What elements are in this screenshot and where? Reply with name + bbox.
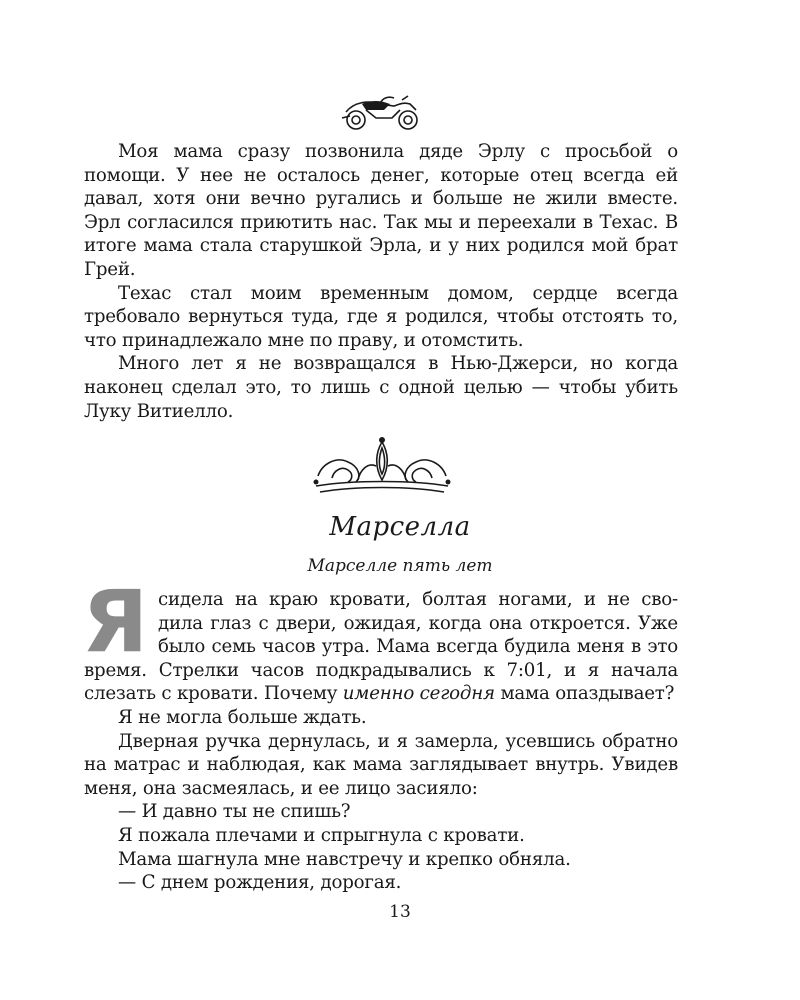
- text-run: время. Стрелки часов подкрадывались к 7:01, и я начала слезать с кровати. Почему: [84, 659, 678, 705]
- tiara-icon: [312, 436, 452, 498]
- section-narrator: [84, 140, 678, 423]
- chapter-title: Марселла: [329, 512, 471, 542]
- chapter-subtitle: Марселле пять лет: [307, 556, 493, 576]
- text-line: дила глаз с двери, ожидая, когда она откроется. Уже: [158, 612, 678, 634]
- emphasis: именно сегодня: [342, 683, 495, 705]
- section-marcella: [82, 572, 678, 895]
- text-run: мама опаздывает?: [494, 683, 675, 705]
- paragraph: Дверная ручка дернулась, и я замерла, усевшись обратно на матрас и наблюдая, как мама заглядывает внутрь. Увидев меня, она засмеялась, и ее лицо засияло:: [84, 730, 678, 799]
- paragraph: Я не могла больше ждать.: [118, 706, 367, 728]
- paragraph: Много лет я не возвращался в Нью-Джерси, но когда наконец сделал это, то лишь с одной целью — чтобы убить Луку Витиелло.: [84, 353, 678, 422]
- text-line: сидела на краю кровати, болтая ногами, и не сво-: [158, 589, 678, 610]
- paragraph: [82, 572, 678, 706]
- page-number: 13: [389, 902, 411, 922]
- paragraph: Моя мама сразу позвонила дяде Эрлу с просьбой о помощи. У нее не осталось денег, которые отец всегда ей давал, хотя они вечно ругались и больше не жили вместе. Эрл согласился приютить нас. Так мы и переехали в Техас. В итоге мама стала старушкой Эрла, и у них родился мой брат Грей.: [84, 141, 678, 280]
- dialogue-line: — И давно ты не спишь?: [118, 801, 351, 823]
- paragraph: Мама шагнула мне навстречу и крепко обняла.: [118, 848, 571, 870]
- dialogue-line: — С днем рождения, дорогая.: [118, 872, 402, 894]
- text-line: было семь часов утра. Мама всегда будила меня в это: [158, 636, 678, 658]
- paragraph: Техас стал моим временным домом, сердце всегда требовало вернуться туда, где я родился, чтобы отстоять то, что принадлежало мне по праву, и отомстить.: [84, 282, 678, 351]
- paragraph: Я пожала плечами и спрыгнула с кровати.: [118, 824, 525, 846]
- motorcycle-icon: [336, 90, 426, 135]
- drop-cap: Я: [82, 572, 149, 672]
